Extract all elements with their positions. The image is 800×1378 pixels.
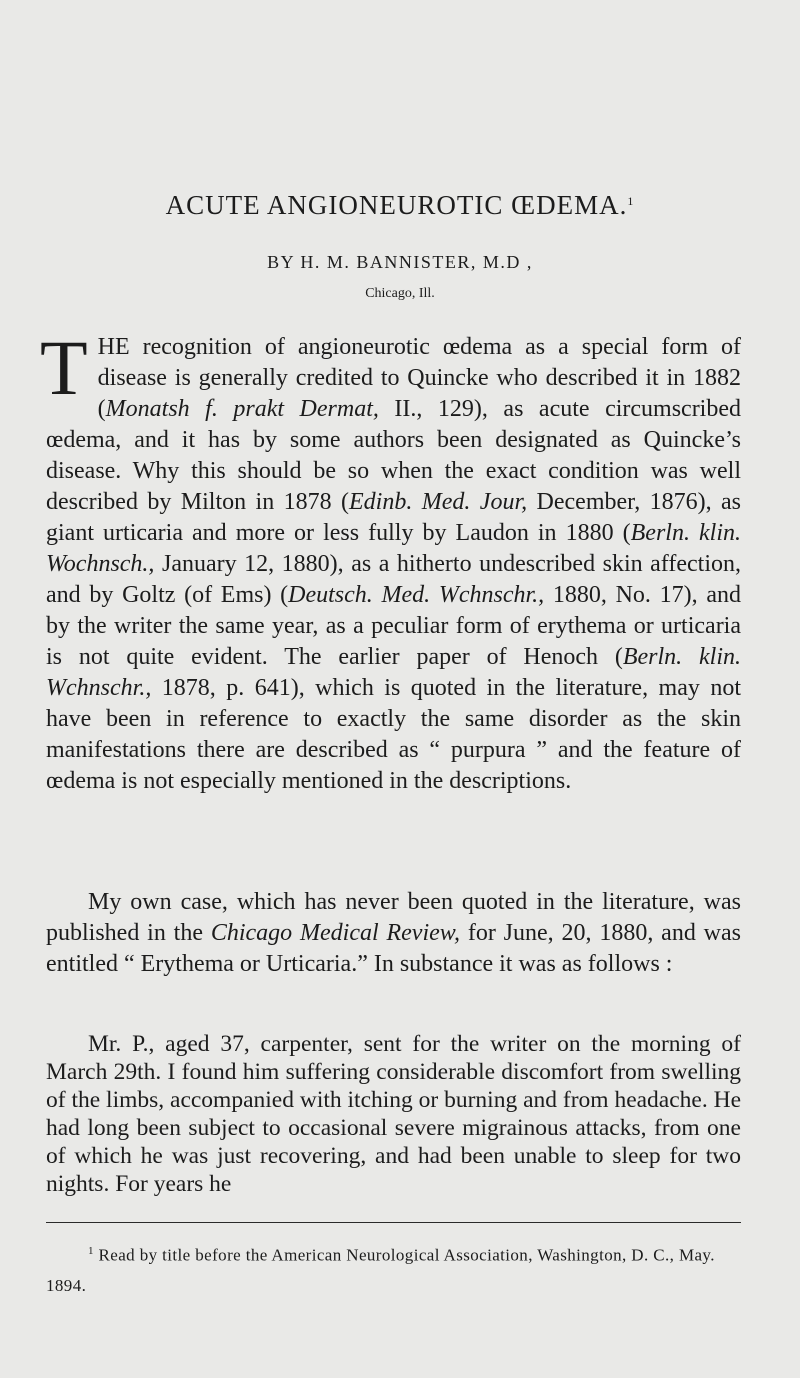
paragraph-own-case <box>46 887 741 980</box>
title-footnote-mark: 1 <box>627 194 635 208</box>
citation-monatsh: Monatsh f. prakt Dermat, <box>105 396 379 422</box>
citation-berln-wochnsch: Berln. klin. Wochnsch., <box>46 520 741 577</box>
footnote <box>46 1236 746 1301</box>
citation-berln-wchnschr: Berln. klin. Wchnschr., <box>46 644 741 701</box>
drop-cap: T <box>40 324 88 411</box>
footnote-divider <box>46 1222 741 1223</box>
article-title <box>0 190 800 221</box>
footnote-text: Read by title before the American Neurological Association, Washington, D. C., May. 1894. <box>46 1245 715 1295</box>
citation-edinb: Edinb. Med. Jour, <box>349 489 528 515</box>
intro-text-c: December, 1876), as giant urticaria and more or less fully by Laudon in 1880 ( <box>46 489 741 546</box>
intro-text-a: HE recognition of angioneurotic œdema as a special form of disease is generally credited to Quincke who described it in 1882 ( <box>97 334 741 422</box>
own-case-text-a: My own case, which has never been quoted in the literature, was published in the <box>46 889 741 946</box>
author-location: Chicago, Ill. <box>365 286 435 301</box>
paragraph-case-report: Mr. P., aged 37, carpenter, sent for the writer on the morning of March 29th. I found him suffering considerable discomfort from swelling of the limbs, accompanied with itching or burning and from headache. He had long been subject to occasional severe migrainous attacks, from one of which he was just recovering, and had been unable to sleep for two nights. For years he <box>46 1031 741 1197</box>
paragraph-intro <box>40 324 742 797</box>
intro-text-e: 1880, No. 17), and by the writer the same year, as a peculiar form of erythema or urticaria is not quite evident. The earlier paper of Henoch ( <box>46 582 741 670</box>
citation-chicago-review: Chicago Medical Review, <box>210 920 460 946</box>
footnote-mark: 1 <box>88 1245 94 1257</box>
intro-text-f: 1878, p. 641), which is quoted in the literature, may not have been in reference to exactly the same disorder as the skin manifestations there are described as “ purpura ” and the feature of œdema is not especially mentioned in the descriptions. <box>46 675 741 794</box>
citation-deutsch: Deutsch. Med. Wchnschr., <box>288 582 545 608</box>
own-case-text-b: for June, 20, 1880, and was entitled “ Erythema or Urticaria.” In substance it was as follows : <box>46 920 741 977</box>
title-text: ACUTE ANGIONEUROTIC ŒDEMA. <box>165 190 628 220</box>
author-byline: BY H. M. BANNISTER, M.D , <box>267 252 533 272</box>
intro-text-d: January 12, 1880), as a hitherto undescribed skin affection, and by Goltz (of Ems) ( <box>46 551 741 608</box>
intro-text-b: II., 129), as acute circumscribed œdema, and it has by some authors been designated as Quincke’s disease. Why this should be so when the exact condition was well described by Milton in 1878 ( <box>46 396 742 515</box>
